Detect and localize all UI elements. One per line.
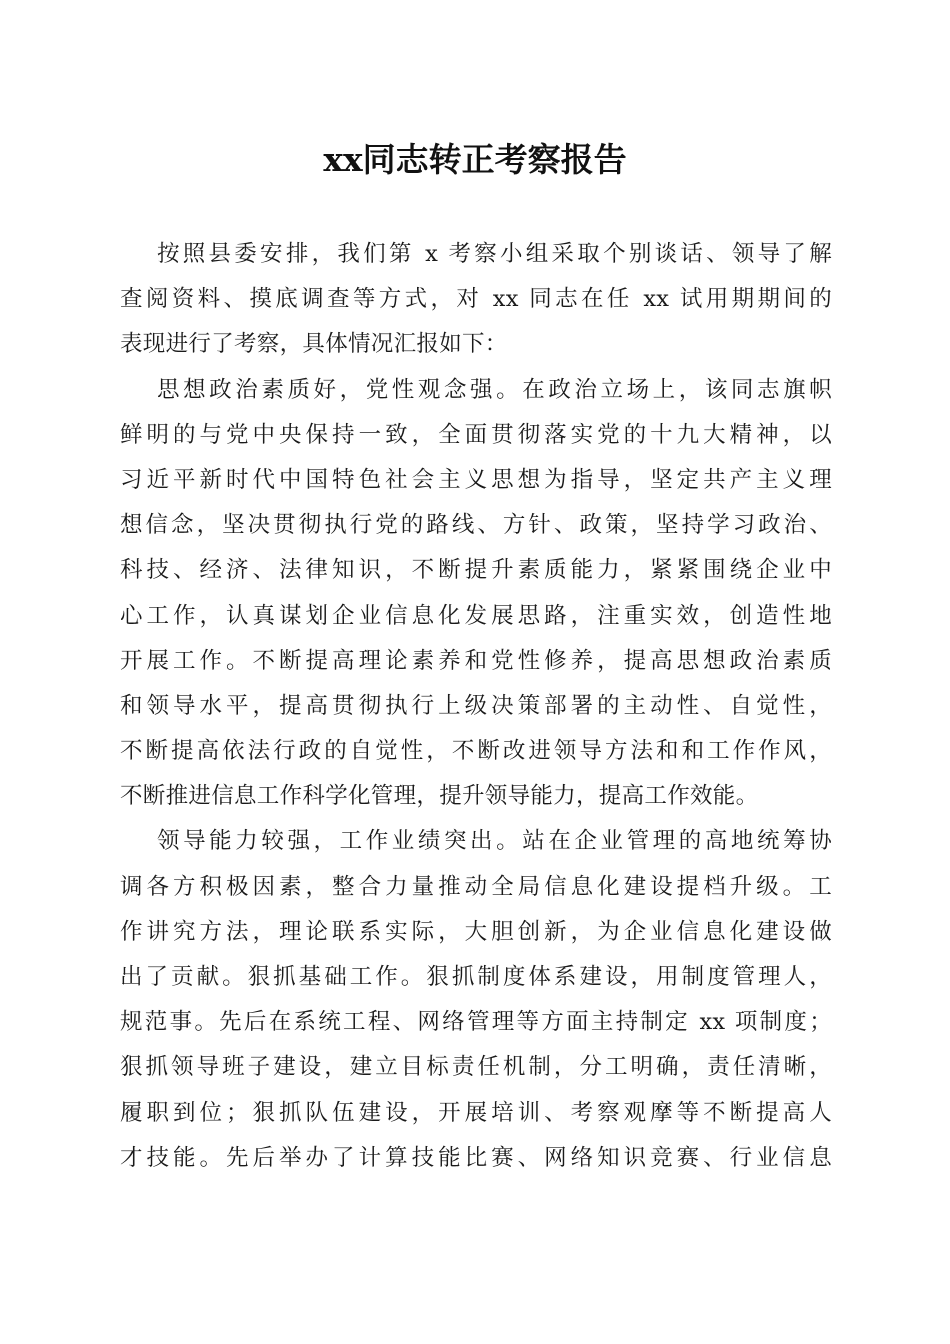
paragraph-line: 开展工作。不断提高理论素养和党性修养，提高思想政治素质 bbox=[120, 647, 832, 674]
paragraph-line: 查阅资料、摸底调查等方式，对 xx 同志在任 xx 试用期期间的 bbox=[120, 286, 832, 313]
paragraph-line: 心工作，认真谋划企业信息化发展思路，注重实效，创造性地 bbox=[120, 602, 832, 629]
paragraph-line: 狠抓领导班子建设，建立目标责任机制，分工明确，责任清晰， bbox=[120, 1054, 832, 1081]
paragraph-1 bbox=[120, 232, 832, 368]
paragraph-line: 作讲究方法，理论联系实际，大胆创新，为企业信息化建设做 bbox=[120, 918, 832, 945]
paragraph-line: 履职到位；狠抓队伍建设，开展培训、考察观摩等不断提高人 bbox=[120, 1099, 832, 1126]
paragraph-line: 才技能。先后举办了计算技能比赛、网络知识竞赛、行业信息 bbox=[120, 1144, 832, 1171]
paragraph-line: 按照县委安排，我们第 x 考察小组采取个别谈话、领导了解 bbox=[157, 241, 832, 267]
document-body bbox=[120, 232, 832, 1181]
paragraph-line: 习近平新时代中国特色社会主义思想为指导，坚定共产主义理 bbox=[120, 466, 832, 493]
paragraph-line: 和领导水平，提高贯彻执行上级决策部署的主动性、自觉性， bbox=[120, 692, 832, 719]
paragraph-line: 鲜明的与党中央保持一致，全面贯彻落实党的十九大精神，以 bbox=[120, 421, 832, 448]
paragraph-line: 规范事。先后在系统工程、网络管理等方面主持制定 xx 项制度； bbox=[120, 1009, 832, 1036]
document-title: xx同志转正考察报告 bbox=[323, 140, 627, 179]
paragraph-line: 领导能力较强，工作业绩突出。站在企业管理的高地统筹协 bbox=[157, 828, 832, 855]
paragraph-line: 不断推进信息工作科学化管理，提升领导能力，提高工作效能。 bbox=[120, 783, 759, 810]
paragraph-2 bbox=[120, 368, 832, 820]
paragraph-line: 出了贡献。狠抓基础工作。狠抓制度体系建设，用制度管理人， bbox=[120, 964, 832, 990]
paragraph-line: 想信念，坚决贯彻执行党的路线、方针、政策，坚持学习政治、 bbox=[120, 512, 832, 539]
paragraph-line: 调各方积极因素，整合力量推动全局信息化建设提档升级。工 bbox=[120, 873, 832, 900]
paragraph-line: 表现进行了考察，具体情况汇报如下： bbox=[120, 331, 508, 358]
paragraph-line: 不断提高依法行政的自觉性，不断改进领导方法和和工作作风， bbox=[120, 738, 832, 765]
paragraph-3 bbox=[120, 819, 832, 1181]
paragraph-line: 科技、经济、法律知识，不断提升素质能力，紧紧围绕企业中 bbox=[120, 557, 832, 584]
paragraph-line: 思想政治素质好，党性观念强。在政治立场上，该同志旗帜 bbox=[157, 376, 832, 403]
